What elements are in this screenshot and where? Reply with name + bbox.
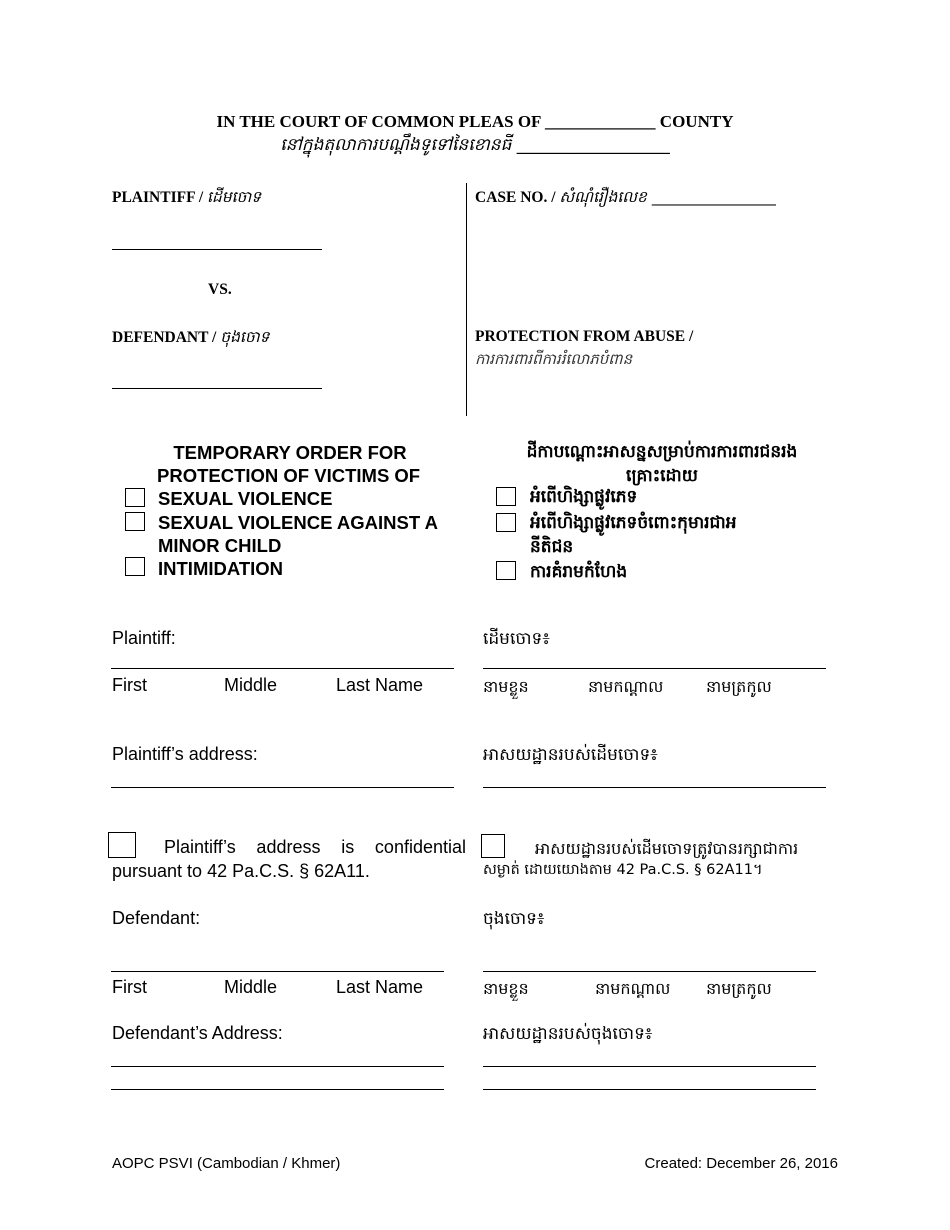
plaintiff-label-khmer: ដើមចោទ៖ bbox=[483, 629, 550, 649]
defendant-label-khmer: ចុងចោទ៖ bbox=[483, 909, 545, 929]
court-heading: IN THE COURT OF COMMON PLEAS OF _____________ COUNTY bbox=[216, 112, 734, 131]
caption-divider bbox=[466, 183, 467, 416]
sexual-violence-checkbox[interactable] bbox=[125, 488, 145, 507]
sexual-violence-minor-label-khmer: អំពើហិង្សាផ្លូវភេទចំពោះកុមារជាអ bbox=[530, 513, 737, 533]
defendant-address-label-khmer: អាសយដ្ឋានរបស់ចុងចោទ៖ bbox=[483, 1024, 653, 1044]
defendant-first-label: First bbox=[112, 977, 147, 997]
defendant-address-field-khmer-2[interactable] bbox=[483, 1089, 816, 1090]
defendant-address-field-2[interactable] bbox=[111, 1089, 444, 1090]
plaintiff-middle-label-khmer: នាមកណ្តាល bbox=[588, 677, 664, 696]
case-number-label-khmer: សំណុំរឿងលេខ ________________ bbox=[559, 188, 776, 206]
defendant-name-field[interactable] bbox=[111, 971, 444, 972]
plaintiff-label: Plaintiff: bbox=[112, 628, 176, 648]
sexual-violence-label-khmer: អំពើហិង្សាផ្លូវភេទ bbox=[530, 487, 638, 507]
plaintiff-first-label-khmer: នាមខ្លួន bbox=[483, 677, 529, 696]
plaintiff-name-field[interactable] bbox=[111, 668, 454, 669]
form-identifier: AOPC PSVI (Cambodian / Khmer) bbox=[112, 1155, 341, 1172]
sexual-violence-minor-label-khmer-cont: នីតិជន bbox=[530, 537, 574, 557]
defendant-middle-label: Middle bbox=[224, 977, 278, 997]
defendant-address-label: Defendant’s Address: bbox=[112, 1023, 283, 1043]
plaintiff-last-label: Last Name bbox=[336, 675, 424, 695]
pfa-label: PROTECTION FROM ABUSE / bbox=[475, 328, 694, 345]
sexual-violence-label: SEXUAL VIOLENCE bbox=[158, 488, 333, 509]
plaintiff-address-label: Plaintiff’s address: bbox=[112, 744, 258, 764]
defendant-middle-label-khmer: នាមកណ្តាល bbox=[595, 979, 671, 998]
sexual-violence-minor-label-cont: MINOR CHILD bbox=[158, 535, 282, 556]
plaintiff-last-label-khmer: នាមត្រកូល bbox=[706, 677, 772, 696]
versus-label: VS. bbox=[208, 281, 232, 298]
defendant-caption-label: DEFENDANT / bbox=[112, 329, 221, 346]
confidential-address-checkbox-khmer[interactable] bbox=[481, 834, 505, 858]
plaintiff-caption-label: PLAINTIFF / bbox=[112, 189, 208, 206]
defendant-address-field-1[interactable] bbox=[111, 1066, 444, 1067]
plaintiff-address-field-khmer[interactable] bbox=[483, 787, 826, 788]
order-title-line-2: PROTECTION OF VICTIMS OF bbox=[157, 465, 421, 486]
plaintiff-middle-label: Middle bbox=[224, 675, 278, 695]
confidential-address-label: Plaintiff’s address is confidential bbox=[164, 837, 466, 857]
plaintiff-caption-label-khmer: ដើមចោទ bbox=[207, 188, 262, 206]
defendant-last-label-khmer: នាមត្រកូល bbox=[706, 979, 772, 998]
defendant-name-field-khmer[interactable] bbox=[483, 971, 816, 972]
defendant-caption bbox=[112, 327, 269, 350]
plaintiff-first-label: First bbox=[112, 675, 147, 695]
order-title-line-1: TEMPORARY ORDER FOR bbox=[173, 442, 407, 463]
pfa-label-khmer: ការការពារពីការរំលោភបំពាន bbox=[475, 350, 633, 368]
intimidation-checkbox-khmer[interactable] bbox=[496, 561, 516, 580]
confidential-address-label-cont: pursuant to 42 Pa.C.S. § 62A11. bbox=[112, 861, 370, 881]
confidential-address-label-khmer-cont: សម្ងាត់ ដោយយោងតាម 42 Pa.C.S. § 62A11។ bbox=[483, 862, 763, 878]
defendant-address-field-khmer-1[interactable] bbox=[483, 1066, 816, 1067]
defendant-first-label-khmer: នាមខ្លួន bbox=[483, 979, 529, 998]
sexual-violence-minor-label: SEXUAL VIOLENCE AGAINST A bbox=[158, 512, 438, 533]
plaintiff-caption bbox=[112, 187, 261, 210]
plaintiff-address-label-khmer: អាសយដ្ឋានរបស់ដើមចោទ៖ bbox=[483, 745, 658, 765]
sexual-violence-checkbox-khmer[interactable] bbox=[496, 487, 516, 506]
confidential-address-checkbox[interactable] bbox=[108, 832, 136, 858]
sexual-violence-minor-checkbox[interactable] bbox=[125, 512, 145, 531]
court-heading-khmer: នៅក្នុងតុលាការបណ្តឹងទូទៅនៃខោនធី __________________ bbox=[280, 135, 670, 155]
confidential-address-label-khmer: អាសយដ្ឋានរបស់ដើមចោទត្រូវបានរក្សាជាការ bbox=[535, 839, 799, 858]
defendant-name-line[interactable] bbox=[112, 388, 322, 389]
created-date: Created: December 26, 2016 bbox=[644, 1155, 838, 1172]
order-title-khmer-line-2: គ្រោះដោយ bbox=[626, 466, 698, 486]
plaintiff-name-field-khmer[interactable] bbox=[483, 668, 826, 669]
plaintiff-name-line[interactable] bbox=[112, 249, 322, 250]
defendant-last-label: Last Name bbox=[336, 977, 424, 997]
defendant-caption-label-khmer: ចុងចោទ bbox=[220, 328, 270, 346]
plaintiff-address-field[interactable] bbox=[111, 787, 454, 788]
defendant-label: Defendant: bbox=[112, 908, 201, 928]
sexual-violence-minor-checkbox-khmer[interactable] bbox=[496, 513, 516, 532]
intimidation-label: INTIMIDATION bbox=[158, 558, 284, 579]
intimidation-label-khmer: ការគំរាមកំហែង bbox=[530, 562, 628, 582]
case-number bbox=[475, 187, 776, 210]
case-number-label: CASE NO. / bbox=[475, 189, 560, 206]
order-title-khmer-line-1: ដីកាបណ្តោះអាសន្នសម្រាប់ការការពារជនរង bbox=[526, 442, 798, 462]
intimidation-checkbox[interactable] bbox=[125, 557, 145, 576]
